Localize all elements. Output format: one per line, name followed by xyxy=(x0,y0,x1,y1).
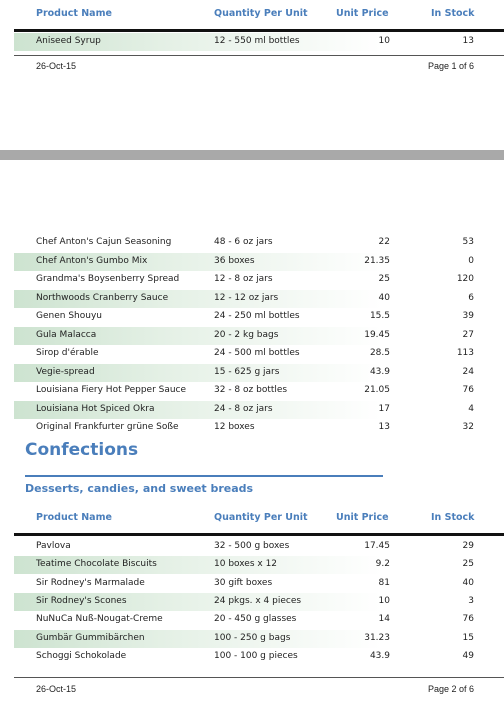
table-row xyxy=(14,308,504,326)
cell-unit-price: 17.45 xyxy=(364,541,390,551)
cell-product-name: Louisiana Hot Spiced Okra xyxy=(36,403,155,414)
cell-unit-price: 19.45 xyxy=(364,329,390,340)
cell-in-stock: 15 xyxy=(462,632,474,643)
footer-date: 26-Oct-15 xyxy=(36,61,77,71)
cell-in-stock: 24 xyxy=(462,366,474,377)
page-footer xyxy=(14,684,474,698)
cell-quantity-per-unit: 12 - 12 oz jars xyxy=(214,292,279,303)
cell-product-name: Northwoods Cranberry Sauce xyxy=(36,292,169,303)
cell-product-name: Gumbär Gummibärchen xyxy=(36,632,145,643)
cell-unit-price: 17 xyxy=(378,403,390,414)
footer-date: 26-Oct-15 xyxy=(36,684,77,694)
table-row xyxy=(14,538,504,556)
table-row xyxy=(14,419,504,437)
cell-unit-price: 31.23 xyxy=(364,632,390,643)
header-rule xyxy=(14,533,504,536)
cell-product-name: Gula Malacca xyxy=(36,329,97,340)
cell-unit-price: 13 xyxy=(378,422,390,432)
cell-product-name: Vegie-spread xyxy=(36,366,95,377)
table-row xyxy=(14,382,504,400)
cell-product-name: Teatime Chocolate Biscuits xyxy=(36,559,157,570)
cell-quantity-per-unit: 20 - 2 kg bags xyxy=(214,329,279,340)
cell-unit-price: 10 xyxy=(378,595,390,606)
cell-in-stock: 32 xyxy=(462,422,474,432)
cell-in-stock: 13 xyxy=(462,36,474,46)
header-unit-price: Unit Price xyxy=(336,512,389,523)
cell-quantity-per-unit: 32 - 500 g boxes xyxy=(214,541,290,551)
table-row xyxy=(14,290,504,308)
cell-quantity-per-unit: 36 boxes xyxy=(214,255,255,266)
cell-quantity-per-unit: 100 - 250 g bags xyxy=(214,632,291,643)
table-row xyxy=(14,327,504,345)
footer-rule xyxy=(14,677,504,678)
cell-product-name: Original Frankfurter grüne Soße xyxy=(36,422,179,432)
cell-quantity-per-unit: 30 gift boxes xyxy=(214,577,273,588)
cell-in-stock: 120 xyxy=(456,274,474,284)
cell-quantity-per-unit: 100 - 100 g pieces xyxy=(214,650,298,661)
cell-unit-price: 21.05 xyxy=(364,385,390,395)
cell-quantity-per-unit: 32 - 8 oz bottles xyxy=(214,385,288,395)
cell-product-name: Genen Shouyu xyxy=(36,311,102,321)
cell-in-stock: 0 xyxy=(468,255,474,266)
cell-quantity-per-unit: 24 pkgs. x 4 pieces xyxy=(214,595,302,606)
cell-product-name: Chef Anton's Gumbo Mix xyxy=(36,255,148,266)
page-footer xyxy=(14,61,474,75)
header-product-name: Product Name xyxy=(36,8,112,19)
cell-product-name: Louisiana Fiery Hot Pepper Sauce xyxy=(36,385,187,395)
cell-unit-price: 40 xyxy=(378,292,390,303)
header-unit-price: Unit Price xyxy=(336,8,389,19)
cell-in-stock: 76 xyxy=(462,385,474,395)
cell-product-name: NuNuCa Nuß-Nougat-Creme xyxy=(36,614,163,625)
cell-in-stock: 39 xyxy=(462,311,474,321)
cell-quantity-per-unit: 12 - 8 oz jars xyxy=(214,274,273,284)
cell-product-name: Chef Anton's Cajun Seasoning xyxy=(36,237,172,247)
cell-unit-price: 43.9 xyxy=(369,650,390,661)
table-row xyxy=(14,271,504,289)
table-row xyxy=(14,345,504,363)
cell-product-name: Sirop d'érable xyxy=(36,348,99,358)
table-row xyxy=(14,234,504,252)
cell-quantity-per-unit: 20 - 450 g glasses xyxy=(214,614,297,625)
header-in-stock: In Stock xyxy=(431,8,475,19)
table-row xyxy=(14,401,504,419)
table-header xyxy=(14,508,504,528)
cell-quantity-per-unit: 24 - 500 ml bottles xyxy=(214,348,300,358)
table-row xyxy=(14,593,504,611)
table-row xyxy=(14,575,504,593)
table-header xyxy=(14,4,504,24)
header-product-name: Product Name xyxy=(36,512,112,523)
table-row xyxy=(14,611,504,629)
cell-in-stock: 113 xyxy=(456,348,474,358)
cell-quantity-per-unit: 48 - 6 oz jars xyxy=(214,237,273,247)
cell-unit-price: 43.9 xyxy=(369,366,390,377)
cell-in-stock: 40 xyxy=(462,577,474,588)
footer-page-number: Page 2 of 6 xyxy=(427,684,474,694)
header-in-stock: In Stock xyxy=(431,512,475,523)
cell-quantity-per-unit: 15 - 625 g jars xyxy=(214,366,280,377)
cell-unit-price: 14 xyxy=(378,614,390,625)
category-title: Confections xyxy=(25,440,139,460)
cell-product-name: Aniseed Syrup xyxy=(36,36,101,46)
page-separator xyxy=(0,150,504,160)
cell-product-name: Pavlova xyxy=(36,541,71,551)
cell-in-stock: 3 xyxy=(468,595,474,606)
cell-in-stock: 25 xyxy=(462,559,474,570)
footer-rule xyxy=(14,55,504,56)
cell-product-name: Sir Rodney's Scones xyxy=(36,595,127,606)
cell-in-stock: 49 xyxy=(462,650,474,661)
cell-product-name: Grandma's Boysenberry Spread xyxy=(36,274,180,284)
table-row xyxy=(14,630,504,648)
table-row xyxy=(14,364,504,382)
header-rule xyxy=(14,29,504,32)
cell-product-name: Sir Rodney's Marmalade xyxy=(36,577,145,588)
cell-in-stock: 53 xyxy=(462,237,474,247)
cell-unit-price: 10 xyxy=(378,36,390,46)
cell-unit-price: 25 xyxy=(378,274,390,284)
table-row xyxy=(14,33,504,51)
category-description: Desserts, candies, and sweet breads xyxy=(25,482,254,495)
table-row xyxy=(14,253,504,271)
cell-unit-price: 15.5 xyxy=(369,311,390,321)
cell-in-stock: 27 xyxy=(462,329,474,340)
header-quantity-per-unit: Quantity Per Unit xyxy=(214,512,308,523)
cell-in-stock: 76 xyxy=(462,614,474,625)
cell-in-stock: 4 xyxy=(468,403,474,414)
table-row xyxy=(14,556,504,574)
footer-page-number: Page 1 of 6 xyxy=(427,61,474,71)
cell-quantity-per-unit: 12 - 550 ml bottles xyxy=(214,36,300,46)
header-quantity-per-unit: Quantity Per Unit xyxy=(214,8,308,19)
cell-unit-price: 28.5 xyxy=(369,348,390,358)
cell-unit-price: 22 xyxy=(378,237,390,247)
cell-quantity-per-unit: 12 boxes xyxy=(214,422,255,432)
cell-in-stock: 6 xyxy=(468,292,474,303)
cell-in-stock: 29 xyxy=(462,541,474,551)
cell-product-name: Schoggi Schokolade xyxy=(36,650,127,661)
cell-unit-price: 81 xyxy=(378,577,390,588)
cell-unit-price: 9.2 xyxy=(375,559,390,570)
cell-quantity-per-unit: 10 boxes x 12 xyxy=(214,559,278,570)
table-row xyxy=(14,648,504,666)
cell-quantity-per-unit: 24 - 250 ml bottles xyxy=(214,311,300,321)
cell-unit-price: 21.35 xyxy=(364,255,390,266)
cell-quantity-per-unit: 24 - 8 oz jars xyxy=(214,403,273,414)
category-rule xyxy=(25,475,383,477)
